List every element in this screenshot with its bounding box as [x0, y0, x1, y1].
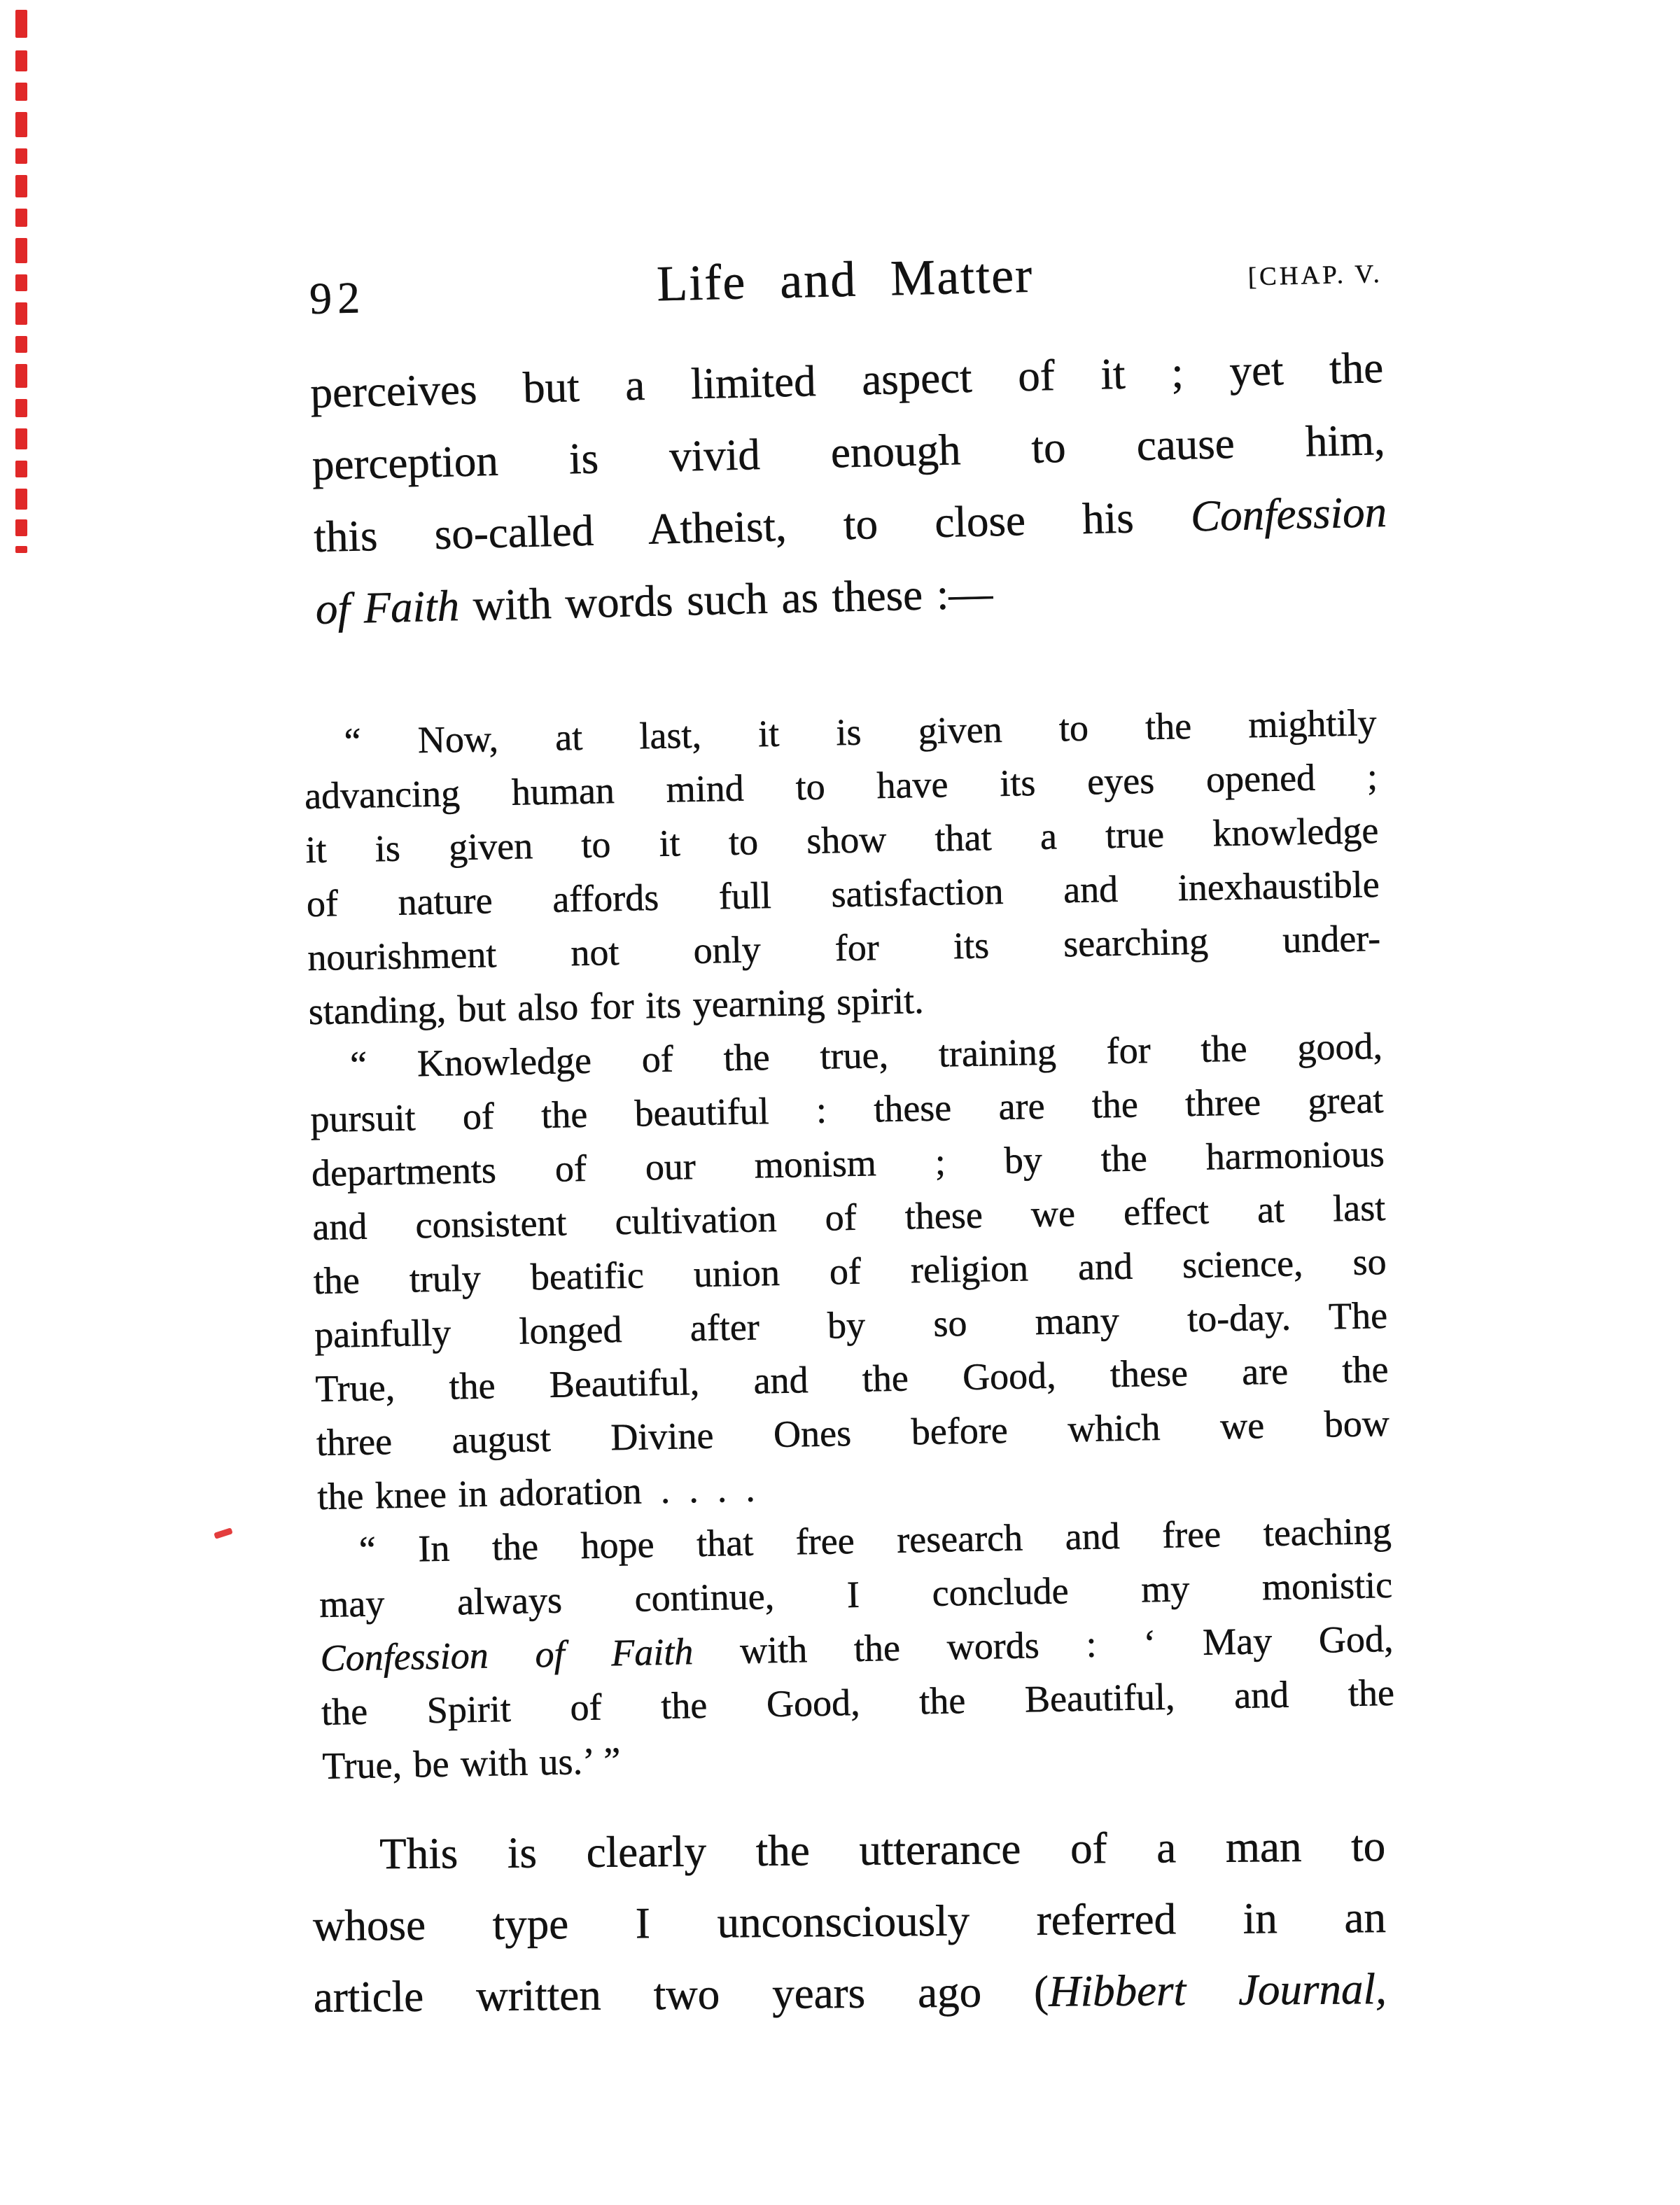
text-line: standing, but also for its yearning spirit. — [308, 979, 925, 1033]
text-line: departments of our monism ; by the harmonious — [311, 1132, 1385, 1195]
margin-marks — [15, 10, 29, 570]
text-line: True, be with us.’ ” — [321, 1740, 621, 1787]
red-margin-dash — [15, 546, 27, 553]
text-line: This is clearly the utterance of a man to — [379, 1821, 1386, 1879]
text-line: perception is vivid enough to cause him, — [312, 414, 1386, 490]
red-margin-dash — [15, 148, 27, 164]
red-margin-dash — [15, 302, 27, 325]
text-line: pursuit of the beautiful : these are the three great — [310, 1078, 1384, 1141]
red-margin-dash — [15, 519, 27, 536]
red-margin-dash — [15, 336, 27, 353]
text-line: Confession of Faith with the words : ‘ May God, — [320, 1617, 1394, 1679]
text-line: of nature affords full satisfaction and inexhaustible — [306, 863, 1380, 925]
red-margin-dash — [15, 209, 27, 227]
text-line: and consistent cultivation of these we effect at last — [312, 1186, 1386, 1249]
block-quote — [303, 696, 1396, 1793]
text-line: “ In the hope that free research and free teaching — [358, 1509, 1392, 1571]
red-margin-dash — [15, 461, 27, 477]
text-line: “ Knowledge of the true, training for the good, — [349, 1025, 1383, 1086]
closing-paragraph — [312, 1810, 1387, 2033]
red-margin-tick — [214, 1527, 233, 1539]
red-margin-dash — [15, 112, 27, 137]
red-margin-dash — [15, 274, 27, 291]
text-line: advancing human mind to have its eyes opened ; — [304, 755, 1378, 818]
red-margin-dash — [15, 50, 27, 71]
text-line: nourishment not only for its searching under- — [307, 917, 1381, 979]
text-line: perceives but a limited aspect of it ; yet the — [309, 342, 1384, 418]
red-margin-dash — [15, 175, 27, 197]
intro-paragraph — [309, 332, 1389, 645]
chapter-heading: [CHAP. V. — [1247, 259, 1383, 292]
red-margin-dash — [15, 238, 27, 263]
red-margin-dash — [15, 364, 27, 388]
text-line: painfully longed after by so many to-day. The — [314, 1294, 1388, 1357]
text-line: of Faith with words such as these :— — [315, 568, 994, 634]
text-line: article written two years ago (Hibbert Journal, — [313, 1963, 1387, 2022]
red-margin-dash — [15, 10, 27, 38]
text-line: whose type I unconsciously referred in an — [312, 1892, 1387, 1951]
red-margin-dash — [15, 399, 27, 417]
text-line: three august Divine Ones before which we bow — [316, 1401, 1390, 1464]
red-margin-dash — [15, 428, 27, 449]
text-line: this so-called Atheist, to close his Confession — [313, 486, 1387, 562]
text-line: “ Now, at last, it is given to the mightily — [344, 701, 1378, 763]
red-margin-dash — [15, 83, 27, 101]
text-line: it is given to it to show that a true knowledge — [304, 809, 1379, 872]
text-line: the Spirit of the Good, the Beautiful, and the — [321, 1671, 1395, 1733]
running-title: Life and Matter — [656, 246, 1034, 312]
text-line: the knee in adoration . . . . — [316, 1467, 756, 1518]
text-line: the truly beatific union of religion and science, so — [313, 1240, 1387, 1303]
running-head — [307, 238, 1383, 340]
red-margin-dash — [15, 489, 27, 510]
text-line: may always continue, I conclude my monistic — [318, 1563, 1393, 1625]
text-line: True, the Beautiful, and the Good, these are the — [315, 1348, 1389, 1410]
page-number: 92 — [309, 272, 366, 324]
